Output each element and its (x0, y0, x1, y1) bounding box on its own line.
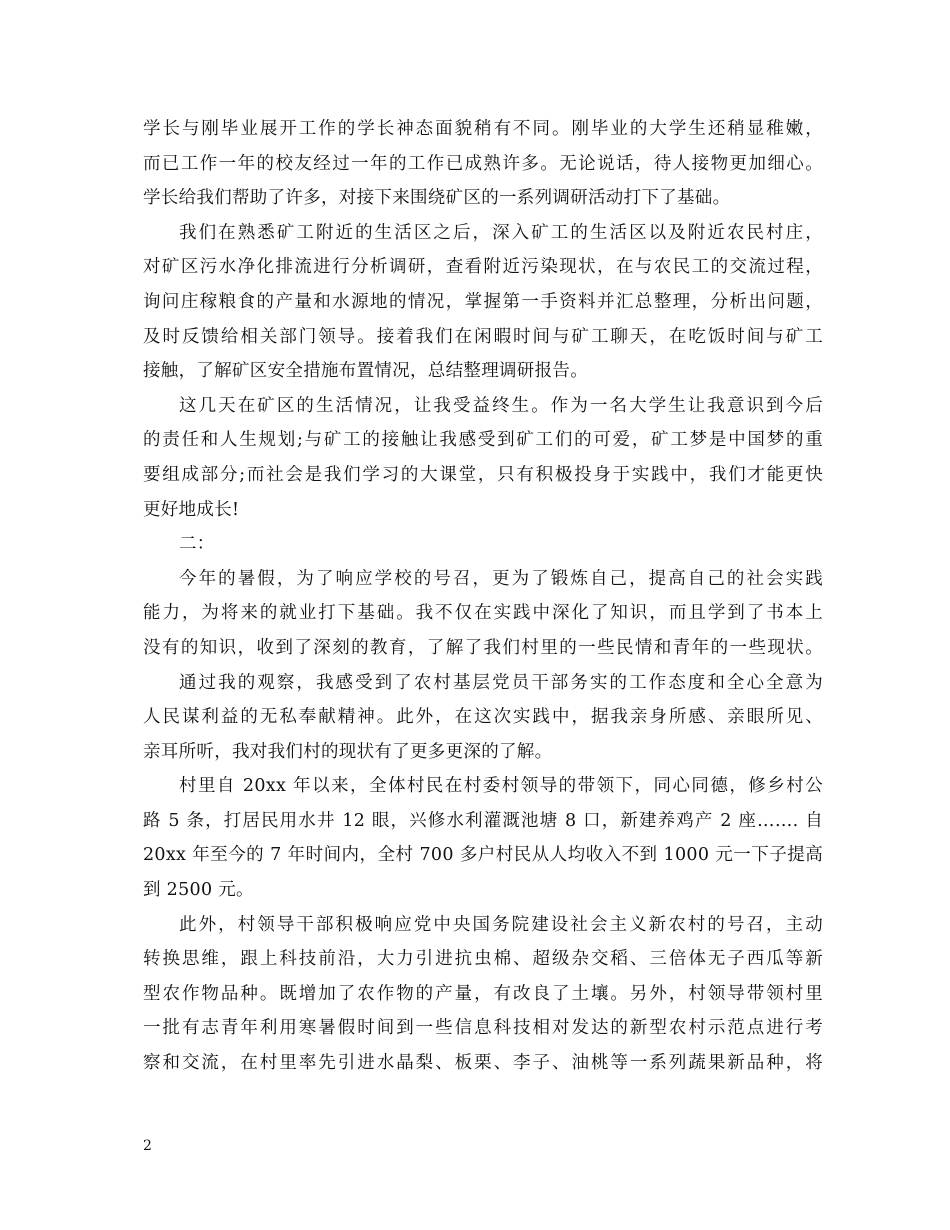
text-line: 而已工作一年的校友经过一年的工作已成熟许多。无论说话，待人接物更加细心。 (143, 153, 823, 174)
text-line: 村里自 20xx 年以来，全体村民在村委村领导的带领下，同心同德，修乡村公 (179, 776, 823, 797)
text-line: 通过我的观察，我感受到了农村基层党员干部务实的工作态度和全心全意为 (179, 672, 823, 693)
page-number: 2 (143, 1138, 152, 1154)
text-line: 更好地成长! (143, 499, 240, 520)
text-line: 询问庄稼粮食的产量和水源地的情况，掌握第一手资料并汇总整理，分析出问题， (143, 291, 823, 312)
document-body (143, 112, 823, 1081)
text-line: 察和交流，在村里率先引进水晶梨、板栗、李子、油桃等一系列蔬果新品种，将 (143, 1053, 823, 1074)
text-line: 对矿区污水净化排流进行分析调研，查看附近污染现状，在与农民工的交流过程， (143, 257, 823, 278)
text-line: 转换思维，跟上科技前沿，大力引进抗虫棉、超级杂交稻、三倍体无子西瓜等新 (143, 949, 823, 970)
text-line: 学长给我们帮助了许多，对接下来围绕矿区的一系列调研活动打下了基础。 (143, 188, 731, 209)
text-line: 此外，村领导干部积极响应党中央国务院建设社会主义新农村的号召，主动 (179, 914, 823, 935)
text-line: 今年的暑假，为了响应学校的号召，更为了锻炼自己，提高自己的社会实践 (179, 568, 823, 589)
text-line: 我们在熟悉矿工附近的生活区之后，深入矿工的生活区以及附近农民村庄， (179, 222, 823, 243)
text-line: 及时反馈给相关部门领导。接着我们在闲暇时间与矿工聊天，在吃饭时间与矿工 (143, 326, 823, 347)
text-line: 要组成部分;而社会是我们学习的大课堂，只有积极投身于实践中，我们才能更快 (143, 464, 823, 485)
text-line: 能力，为将来的就业打下基础。我不仅在实践中深化了知识，而且学到了书本上 (143, 603, 823, 624)
text-line: 到 2500 元。 (143, 880, 254, 901)
text-line: 20xx 年至今的 7 年时间内，全村 700 多户村民从人均收入不到 1000 元一下子提高 (143, 845, 823, 866)
text-line: 这几天在矿区的生活情况，让我受益终生。作为一名大学生让我意识到今后 (179, 395, 823, 416)
text-line: 亲耳所听，我对我们村的现状有了更多更深的了解。 (143, 741, 553, 762)
text-line: 型农作物品种。既增加了农作物的产量，有改良了土壤。另外，村领导带领村里 (143, 983, 823, 1004)
text-line: 人民谋利益的无私奉献精神。此外，在这次实践中，据我亲身所感、亲眼所见、 (143, 707, 823, 728)
text-line: 接触，了解矿区安全措施布置情况，总结整理调研报告。 (143, 361, 588, 382)
text-line: 没有的知识，收到了深刻的教育，了解了我们村里的一些民情和青年的一些现状。 (143, 637, 823, 658)
text-line: 路 5 条，打居民用水井 12 眼，兴修水利灌溉池塘 8 口，新建养鸡产 2 座……. 自 (143, 810, 823, 831)
text-line: 二： (179, 534, 215, 555)
text-line: 一批有志青年利用寒暑假时间到一些信息科技相对发达的新型农村示范点进行考 (143, 1018, 823, 1039)
text-line: 的责任和人生规划;与矿工的接触让我感受到矿工们的可爱，矿工梦是中国梦的重 (143, 430, 823, 451)
text-line: 学长与刚毕业展开工作的学长神态面貌稍有不同。刚毕业的大学生还稍显稚嫩， (143, 119, 823, 139)
